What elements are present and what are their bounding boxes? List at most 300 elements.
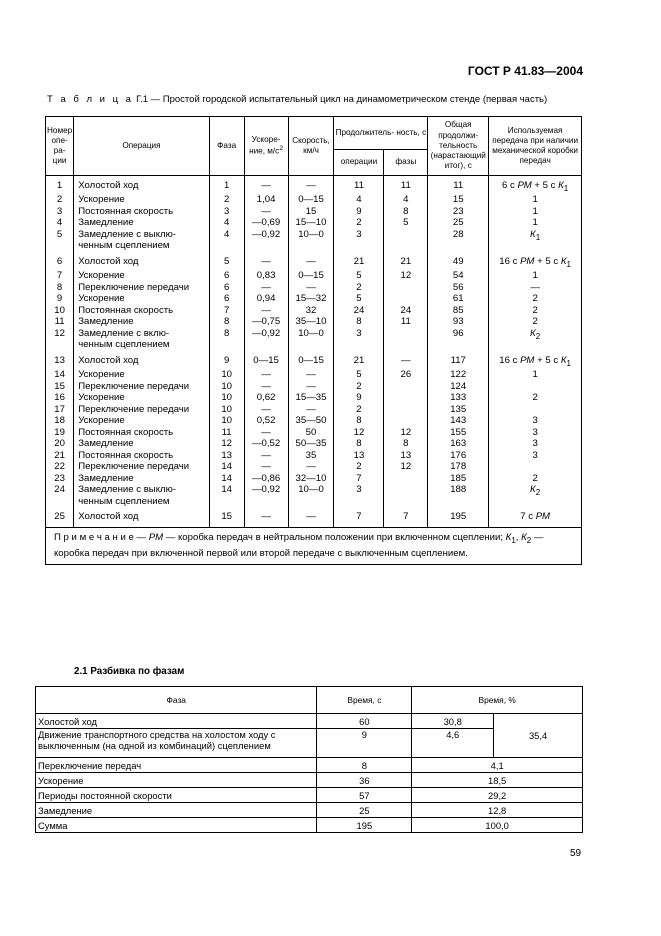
op-number: 6: [46, 252, 74, 270]
acceleration: —0,92: [244, 229, 288, 252]
operation-name: Замедление: [74, 316, 210, 328]
table-row: [46, 507, 582, 527]
table-row: [36, 758, 583, 773]
gear-used: 1: [489, 194, 582, 206]
time-seconds: 195: [317, 818, 412, 833]
phase-number: 10: [209, 369, 244, 381]
table-row: [46, 450, 582, 462]
table-row: [36, 818, 583, 833]
operation-name: Холостой ход: [74, 176, 210, 195]
phase-number: 10: [209, 381, 244, 393]
cumulative-time: 85: [428, 305, 489, 317]
phase-number: 11: [209, 427, 244, 439]
gear-used: $К_1$: [489, 229, 582, 252]
cumulative-time: 11: [428, 176, 489, 195]
gear-used: 1: [489, 206, 582, 218]
operation-duration: 12: [334, 427, 384, 439]
phase-duration: 7: [384, 507, 428, 527]
caption-text: Г.1 — Простой городской испытательный цикл на динамометрическом стенде (первая часть): [133, 94, 548, 105]
table-row: [46, 415, 582, 427]
cumulative-time: 124: [428, 381, 489, 393]
speed: 10—0: [288, 229, 334, 252]
phase-number: 14: [209, 484, 244, 507]
phase-number: 14: [209, 461, 244, 473]
operation-name: Переключение передачи: [74, 461, 210, 473]
header-speed: Скорость, км/ч: [288, 117, 334, 176]
operation-name: Замедление с вклю- ченным сцеплением: [74, 328, 210, 351]
speed: —: [288, 252, 334, 270]
driving-cycle-table: [45, 116, 582, 565]
op-number: 3: [46, 206, 74, 218]
phase-label: Переключение передач: [36, 758, 317, 773]
operation-name: Переключение передачи: [74, 381, 210, 393]
cumulative-time: 195: [428, 507, 489, 527]
phase-duration: 26: [384, 369, 428, 381]
phase-number: 6: [209, 270, 244, 282]
phase-duration: 5: [384, 217, 428, 229]
phase-number: 9: [209, 351, 244, 369]
cumulative-time: 163: [428, 438, 489, 450]
operation-duration: 9: [334, 392, 384, 404]
op-number: 25: [46, 507, 74, 527]
phase-number: 2: [209, 194, 244, 206]
phase-duration: 8: [384, 206, 428, 218]
cumulative-time: 155: [428, 427, 489, 439]
time-seconds: 36: [317, 773, 412, 788]
phase-duration: 11: [384, 316, 428, 328]
acceleration: —: [244, 176, 288, 195]
acceleration: 0,94: [244, 293, 288, 305]
acceleration: —: [244, 305, 288, 317]
table-note: [46, 527, 582, 564]
gear-used: [489, 381, 582, 393]
cumulative-time: 143: [428, 415, 489, 427]
table-row: [46, 229, 582, 252]
header-t2-phase: Фаза: [36, 687, 317, 714]
phase-number: 8: [209, 316, 244, 328]
cumulative-time: 25: [428, 217, 489, 229]
op-number: 7: [46, 270, 74, 282]
phase-number: 4: [209, 229, 244, 252]
operation-duration: 3: [334, 484, 384, 507]
operation-name: Замедление: [74, 438, 210, 450]
operation-name: Ускорение: [74, 369, 210, 381]
speed: —: [288, 461, 334, 473]
operation-duration: 21: [334, 351, 384, 369]
phase-number: 10: [209, 392, 244, 404]
acceleration: 1,04: [244, 194, 288, 206]
acceleration: —: [244, 206, 288, 218]
caption-label: Т а б л и ц а: [47, 94, 134, 105]
header-operation: Операция: [74, 117, 210, 176]
gear-used: [489, 404, 582, 416]
op-number: 20: [46, 438, 74, 450]
cumulative-time: 49: [428, 252, 489, 270]
op-number: 1: [46, 176, 74, 195]
operation-duration: 8: [334, 438, 384, 450]
phase-duration: 24: [384, 305, 428, 317]
speed: 0—15: [288, 270, 334, 282]
speed: —: [288, 369, 334, 381]
table-row: [46, 252, 582, 270]
acceleration: —0,86: [244, 473, 288, 485]
cumulative-time: 117: [428, 351, 489, 369]
op-number: 18: [46, 415, 74, 427]
phase-number: 4: [209, 217, 244, 229]
speed: 0—15: [288, 351, 334, 369]
acceleration: —0,52: [244, 438, 288, 450]
phase-number: 10: [209, 415, 244, 427]
phase-duration: 12: [384, 461, 428, 473]
operation-duration: 2: [334, 404, 384, 416]
operation-name: Холостой ход: [74, 507, 210, 527]
table-row: [46, 438, 582, 450]
phase-duration: 8: [384, 438, 428, 450]
phase-label: Сумма: [36, 818, 317, 833]
op-number: 10: [46, 305, 74, 317]
phase-duration: [384, 392, 428, 404]
table-row: [46, 176, 582, 195]
phase-duration: [384, 473, 428, 485]
cumulative-time: 56: [428, 282, 489, 294]
speed: 50: [288, 427, 334, 439]
phase-number: 8: [209, 328, 244, 351]
operation-duration: 5: [334, 293, 384, 305]
op-number: 19: [46, 427, 74, 439]
time-seconds: 57: [317, 788, 412, 803]
acceleration: —: [244, 461, 288, 473]
document-header: ГОСТ Р 41.83—2004: [467, 64, 583, 78]
speed: 15—10: [288, 217, 334, 229]
cumulative-time: 135: [428, 404, 489, 416]
op-number: 14: [46, 369, 74, 381]
time-percent: 12,8: [412, 803, 583, 818]
table-row: [46, 427, 582, 439]
phase-number: 15: [209, 507, 244, 527]
time-seconds: 9: [317, 729, 412, 758]
operation-name: Ускорение: [74, 392, 210, 404]
acceleration: 0,52: [244, 415, 288, 427]
phase-duration: [384, 293, 428, 305]
time-percent: 18,5: [412, 773, 583, 788]
header-duration: Продолжитель- ность, с: [334, 117, 428, 150]
operation-duration: 5: [334, 270, 384, 282]
header-t2-time-s: Время, с: [317, 687, 412, 714]
phase-number: 10: [209, 404, 244, 416]
phase-duration: [384, 282, 428, 294]
operation-duration: 3: [334, 229, 384, 252]
op-number: 4: [46, 217, 74, 229]
table-row: [46, 305, 582, 317]
phase-duration: [384, 229, 428, 252]
speed: —: [288, 507, 334, 527]
header-duration-phase: фазы: [384, 150, 428, 176]
gear-used: 2: [489, 305, 582, 317]
phase-duration: [384, 328, 428, 351]
phase-label: Периоды постоянной скорости: [36, 788, 317, 803]
table-row: [36, 788, 583, 803]
gear-used: 1: [489, 270, 582, 282]
phase-duration: 4: [384, 194, 428, 206]
phase-number: 5: [209, 252, 244, 270]
acceleration: —0,75: [244, 316, 288, 328]
cumulative-time: 188: [428, 484, 489, 507]
cumulative-time: 28: [428, 229, 489, 252]
cumulative-time: 54: [428, 270, 489, 282]
operation-duration: 13: [334, 450, 384, 462]
table-row: [46, 369, 582, 381]
note-label: П р и м е ч а н и е: [54, 531, 134, 543]
gear-used: 2: [489, 316, 582, 328]
gear-used: 16 с РМ + 5 с $К_1$: [489, 351, 582, 369]
gear-used: 2: [489, 293, 582, 305]
acceleration: 0—15: [244, 351, 288, 369]
time-seconds: 8: [317, 758, 412, 773]
phase-number: 3: [209, 206, 244, 218]
cumulative-time: 15: [428, 194, 489, 206]
time-percent: 4,6: [412, 729, 494, 758]
op-number: 24: [46, 484, 74, 507]
table-row: [46, 461, 582, 473]
gear-used: 16 с РМ + 5 с $К_1$: [489, 252, 582, 270]
time-seconds: 25: [317, 803, 412, 818]
operation-duration: 9: [334, 206, 384, 218]
time-percent: 30,8: [412, 714, 494, 729]
operation-duration: 11: [334, 176, 384, 195]
phase-label: Холостой ход: [36, 714, 317, 729]
table-row: [46, 381, 582, 393]
gear-used: 3: [489, 415, 582, 427]
acceleration: —: [244, 450, 288, 462]
phase-number: 13: [209, 450, 244, 462]
gear-used: $К_2$: [489, 328, 582, 351]
table-row: [46, 473, 582, 485]
acceleration: —: [244, 381, 288, 393]
phase-duration: 11: [384, 176, 428, 195]
combined-percent: 35,4: [494, 714, 583, 758]
phase-duration: [384, 381, 428, 393]
gear-used: $К_2$: [489, 484, 582, 507]
time-seconds: 60: [317, 714, 412, 729]
acceleration: —: [244, 282, 288, 294]
header-num: Номер опе- ра- ции: [46, 117, 74, 176]
header-gear: Используемая передача при наличии механической коробки передач: [489, 117, 582, 176]
header-t2-time-pct: Время, %: [412, 687, 583, 714]
operation-name: Постоянная скорость: [74, 450, 210, 462]
operation-name: Переключение передачи: [74, 282, 210, 294]
gear-used: [489, 461, 582, 473]
gear-used: 1: [489, 369, 582, 381]
table-row: [36, 803, 583, 818]
acceleration: —: [244, 404, 288, 416]
operation-name: Замедление с выклю- ченным сцеплением: [74, 229, 210, 252]
phase-duration: 12: [384, 427, 428, 439]
op-number: 13: [46, 351, 74, 369]
operation-duration: 2: [334, 217, 384, 229]
operation-duration: 7: [334, 507, 384, 527]
operation-name: Замедление: [74, 217, 210, 229]
gear-used: 6 с РМ + 5 с $К_1$: [489, 176, 582, 195]
header-phase: Фаза: [209, 117, 244, 176]
time-percent: 29,2: [412, 788, 583, 803]
operation-duration: 5: [334, 369, 384, 381]
section-title: 2.1 Разбивка по фазам: [74, 666, 185, 677]
phase-label: Ускорение: [36, 773, 317, 788]
table-row: [46, 194, 582, 206]
speed: 15—32: [288, 293, 334, 305]
op-number: 17: [46, 404, 74, 416]
op-number: 22: [46, 461, 74, 473]
op-number: 23: [46, 473, 74, 485]
acceleration: 0,83: [244, 270, 288, 282]
table-caption: [47, 94, 547, 105]
header-duration-operation: операции: [334, 150, 384, 176]
op-number: 21: [46, 450, 74, 462]
header-accel-sup: 2: [279, 145, 284, 153]
speed: 35: [288, 450, 334, 462]
phase-number: 6: [209, 293, 244, 305]
phase-label: Движение транспортного средства на холостом ходу с выключенным (на одной из комбинаций) сцеплением: [36, 729, 317, 758]
speed: 32: [288, 305, 334, 317]
speed: 10—0: [288, 484, 334, 507]
phase-breakdown-table: [35, 686, 583, 833]
table-row: [46, 270, 582, 282]
gear-used: 1: [489, 217, 582, 229]
operation-name: Замедление: [74, 473, 210, 485]
acceleration: 0,62: [244, 392, 288, 404]
operation-name: Ускорение: [74, 270, 210, 282]
op-number: 16: [46, 392, 74, 404]
phase-number: 7: [209, 305, 244, 317]
table-row: [46, 316, 582, 328]
operation-duration: 24: [334, 305, 384, 317]
operation-name: Холостой ход: [74, 252, 210, 270]
op-number: 9: [46, 293, 74, 305]
cumulative-time: 61: [428, 293, 489, 305]
acceleration: —0,69: [244, 217, 288, 229]
gear-used: 3: [489, 450, 582, 462]
phase-duration: 13: [384, 450, 428, 462]
operation-name: Переключение передачи: [74, 404, 210, 416]
op-number: 5: [46, 229, 74, 252]
phase-label: Замедление: [36, 803, 317, 818]
speed: —: [288, 176, 334, 195]
cumulative-time: 176: [428, 450, 489, 462]
gear-used: —: [489, 282, 582, 294]
cumulative-time: 23: [428, 206, 489, 218]
operation-name: Ускорение: [74, 415, 210, 427]
speed: 15—35: [288, 392, 334, 404]
time-percent: 100,0: [412, 818, 583, 833]
speed: 0—15: [288, 194, 334, 206]
gear-used: 3: [489, 427, 582, 439]
cumulative-time: 178: [428, 461, 489, 473]
speed: 10—0: [288, 328, 334, 351]
gear-used: 2: [489, 392, 582, 404]
operation-name: Ускорение: [74, 293, 210, 305]
op-number: 2: [46, 194, 74, 206]
table-row: [46, 392, 582, 404]
gear-used: 3: [489, 438, 582, 450]
phase-number: 12: [209, 438, 244, 450]
table-row: [46, 351, 582, 369]
acceleration: —: [244, 252, 288, 270]
operation-name: Ускорение: [74, 194, 210, 206]
phase-number: 14: [209, 473, 244, 485]
phase-duration: 12: [384, 270, 428, 282]
acceleration: —0,92: [244, 484, 288, 507]
acceleration: —: [244, 507, 288, 527]
phase-duration: —: [384, 351, 428, 369]
cumulative-time: 96: [428, 328, 489, 351]
table-row: [46, 404, 582, 416]
phase-duration: 21: [384, 252, 428, 270]
operation-duration: 3: [334, 328, 384, 351]
operation-duration: 4: [334, 194, 384, 206]
table-row: [46, 282, 582, 294]
phase-duration: [384, 404, 428, 416]
gear-used: 2: [489, 473, 582, 485]
operation-duration: 7: [334, 473, 384, 485]
time-percent: 4,1: [412, 758, 583, 773]
operation-name: Постоянная скорость: [74, 305, 210, 317]
op-number: 15: [46, 381, 74, 393]
table-row: [36, 714, 583, 729]
table-row: [46, 206, 582, 218]
header-accel-text: Ускоре- ние, м/с: [249, 134, 281, 156]
table-row: [46, 484, 582, 507]
speed: 50—35: [288, 438, 334, 450]
acceleration: —: [244, 369, 288, 381]
speed: 15: [288, 206, 334, 218]
acceleration: —: [244, 427, 288, 439]
cumulative-time: 185: [428, 473, 489, 485]
speed: 35—10: [288, 316, 334, 328]
operation-name: Постоянная скорость: [74, 427, 210, 439]
acceleration: —0,92: [244, 328, 288, 351]
page-number: 59: [570, 848, 582, 859]
operation-duration: 8: [334, 415, 384, 427]
op-number: 8: [46, 282, 74, 294]
speed: —: [288, 282, 334, 294]
phase-number: 1: [209, 176, 244, 195]
phase-number: 6: [209, 282, 244, 294]
phase-duration: [384, 415, 428, 427]
operation-duration: 8: [334, 316, 384, 328]
table-row: [46, 328, 582, 351]
speed: —: [288, 404, 334, 416]
table-row: [36, 773, 583, 788]
header-total: Общая продолжи- тельность (нарастающий итог), с: [428, 117, 489, 176]
operation-duration: 2: [334, 461, 384, 473]
operation-duration: 21: [334, 252, 384, 270]
header-accel: [244, 117, 288, 176]
phase-duration: [384, 484, 428, 507]
operation-duration: 2: [334, 282, 384, 294]
table-row: [46, 293, 582, 305]
note-text: — РМ — коробка передач в нейтральном положении при включенном сцеплении; $К_1$, $К_2$ — коробка передач при включенной первой или второй передаче с выключенным сцеплением.: [54, 531, 544, 559]
gear-used: 7 с РМ: [489, 507, 582, 527]
operation-duration: 2: [334, 381, 384, 393]
operation-name: Холостой ход: [74, 351, 210, 369]
operation-name: Постоянная скорость: [74, 206, 210, 218]
operation-name: Замедление с выклю- ченным сцеплением: [74, 484, 210, 507]
speed: —: [288, 381, 334, 393]
op-number: 11: [46, 316, 74, 328]
table-row: [46, 217, 582, 229]
cumulative-time: 93: [428, 316, 489, 328]
speed: 32—10: [288, 473, 334, 485]
